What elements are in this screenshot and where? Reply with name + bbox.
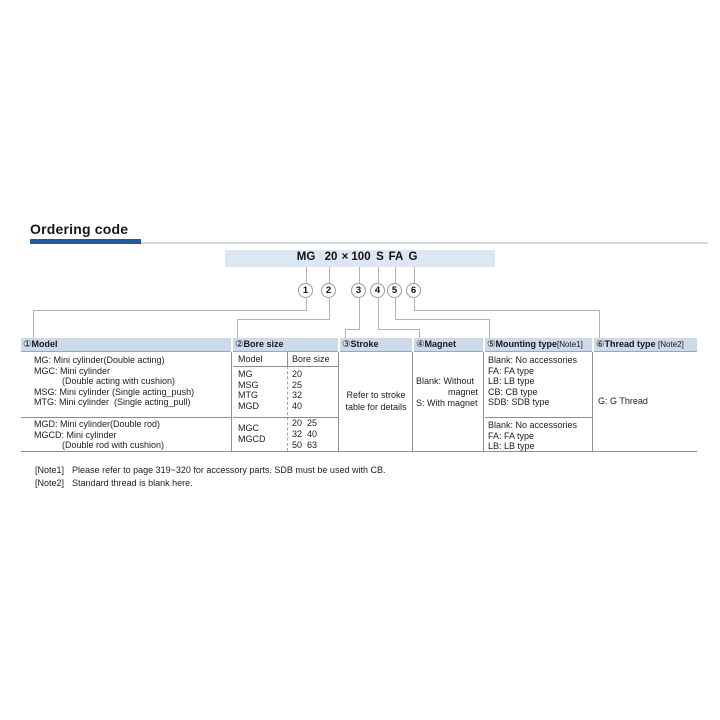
table-border [287,352,288,366]
connector-segment [359,297,360,329]
connector-segment [306,297,307,310]
connector-segment [599,310,600,338]
bore-size: 20 25 [292,418,318,428]
step-circle-6: 6 [406,283,421,298]
connector-segment [414,297,415,310]
page-title: Ordering code [30,221,129,237]
connector-segment [414,310,600,311]
col-header-thread-type [594,338,697,352]
col-header-stroke [340,338,412,352]
bore-size: 40 [292,401,303,412]
bore-sizes-row2 [292,418,317,450]
code-segment-magnet: S [376,251,384,263]
stroke-line: Refer to stroke [346,390,406,400]
code-segment-stroke: 100 [351,251,371,263]
connector-segment [419,329,420,338]
connector-segment [329,297,330,319]
col-header-bore-size [233,338,338,352]
mounting-option: FA: FA type [488,365,535,376]
bore-models-row2 [238,423,266,445]
col-number: ④ [416,339,425,350]
mounting-option: LB: LB type [488,441,535,451]
connector-segment [33,310,307,311]
connector-segment [306,267,307,283]
col-number: ③ [342,339,351,350]
model-cell-row1 [34,355,230,408]
bore-subheader-model: Model [238,354,263,364]
code-segment-times: × [341,251,349,263]
model-line: MGCD: Mini cylinder [34,429,117,440]
bore-size: 50 63 [292,439,318,450]
table-border [21,451,697,452]
code-segment-thread: G [408,251,418,263]
table-border [485,417,592,418]
col-note: [Note2] [658,340,684,349]
code-segment-bore: 20 [324,251,338,263]
step-circle-1: 1 [298,283,313,298]
table-border [338,352,339,451]
connector-segment [378,267,379,283]
col-label: Bore size [243,339,284,349]
col-number: ⑤ [487,339,496,350]
note-tag: [Note1] [35,465,65,475]
connector-segment [378,297,379,329]
heading-rule-accent [30,239,141,244]
magnet-line: S: With magnet [416,398,478,408]
mounting-cell-row1 [488,355,577,408]
magnet-line: magnet [447,387,478,397]
step-circle-5: 5 [387,283,402,298]
table-border [412,352,413,451]
stroke-line: table for details [345,401,407,412]
connector-segment [33,310,34,338]
mounting-option: SDB: SDB type [488,397,550,408]
bore-subheader-bore: Bore size [292,354,330,364]
bore-size: 25 [292,379,303,390]
note-text: Standard thread is blank here. [72,478,193,488]
model-line: MG: Mini cylinder(Double acting) [34,355,165,365]
step-circle-2: 2 [321,283,336,298]
model-line: MSG: Mini cylinder (Single acting_push) [34,386,195,397]
model-cell-row2 [34,419,230,451]
table-border [233,417,338,418]
connector-segment [395,297,396,319]
mounting-cell-row2 [488,420,577,452]
thread-cell: G: G Thread [598,396,648,406]
model-line: (Double acting with cushion) [62,376,176,387]
connector-segment [345,329,346,338]
col-header-magnet [414,338,483,352]
connector-segment [395,267,396,283]
magnet-cell [416,376,478,409]
table-border [592,352,593,451]
code-segment-mounting: FA [388,251,404,263]
bore-model: MTG [238,390,258,401]
table-border [233,366,338,367]
mounting-option: Blank: No accessories [488,355,578,365]
col-number: ① [23,339,32,350]
model-line: (Double rod with cushion) [62,440,165,451]
table-border [483,352,484,451]
model-line: MTG: Mini cylinder (Single acting_pull) [34,397,191,408]
connector-segment [378,329,420,330]
connector-segment [395,319,490,320]
connector-segment [414,267,415,283]
col-label: Stroke [350,339,379,349]
connector-segment [345,329,360,330]
bore-model: MG [238,369,253,379]
connector-segment [489,319,490,338]
step-circle-4: 4 [370,283,385,298]
note-tag: [Note2] [35,478,65,488]
col-number: ② [235,339,244,350]
col-header-model [21,338,231,352]
bore-models-row1 [238,369,259,412]
table-border [231,352,232,451]
connector-segment [359,267,360,283]
bore-model: MGD [238,401,259,412]
col-label: Thread type [604,339,659,349]
bore-size: 32 [292,390,303,401]
bore-size: 20 [292,369,303,379]
model-line: MGD: Mini cylinder(Double rod) [34,419,161,429]
bore-model: MSG [238,379,259,390]
bore-sizes-row1 [292,369,302,412]
col-label: Model [31,339,58,349]
col-number: ⑥ [596,339,605,350]
bore-model: MGC [238,423,259,433]
col-header-mounting-type [485,338,592,352]
mounting-option: LB: LB type [488,376,535,387]
code-segment-model: MG [296,251,316,263]
model-line: MGC: Mini cylinder [34,365,111,376]
connector-segment [237,319,238,338]
stroke-cell [340,390,412,413]
bore-model: MGCD [238,434,266,444]
note-text: Please refer to page 319~320 for accessory parts. SDB must be used with CB. [72,465,386,475]
table-border-dashed [287,366,288,451]
connector-segment [237,319,330,320]
col-label: Magnet [424,339,457,349]
col-label: Mounting type [495,339,558,349]
col-note: [Note1] [557,340,583,349]
magnet-line: Blank: Without [416,376,475,386]
note-2 [25,468,193,498]
mounting-option: FA: FA type [488,430,535,441]
table-border [21,417,231,418]
step-circle-3: 3 [351,283,366,298]
bore-size: 32 40 [292,428,318,439]
connector-segment [329,267,330,283]
mounting-option: CB: CB type [488,386,538,397]
mounting-option: Blank: No accessories [488,420,578,430]
